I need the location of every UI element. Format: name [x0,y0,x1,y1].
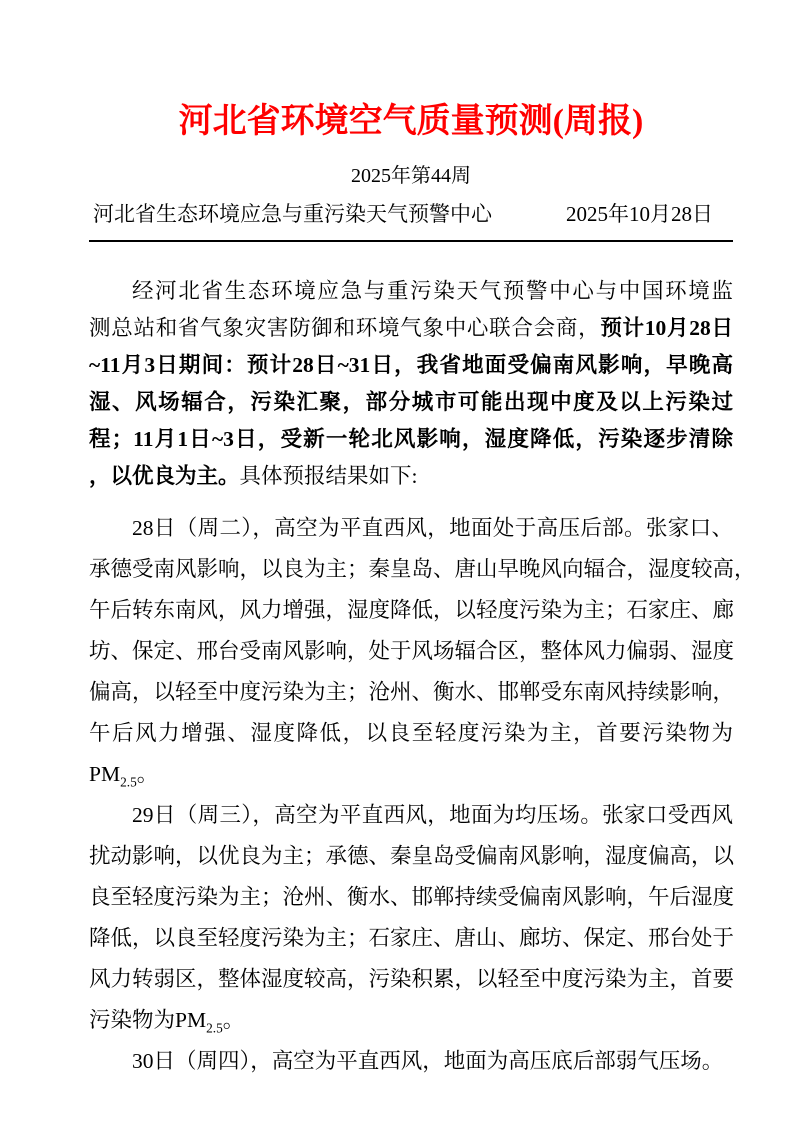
text-line: 湿、风场辐合，污染汇聚，部分城市可能出现中度及以上污染过 [89,390,733,414]
text-line: 测总站和省气象灾害防御和环境气象中心联合会商，预计10月28日 [89,316,733,340]
text-line: 承德受南风影响，以良为主；秦皇岛、唐山早晚风向辐合，湿度较高， [89,557,756,581]
text-line: ，以优良为主。具体预报结果如下: [89,464,418,488]
text-line: $PM_{2.5}$。 [89,762,159,790]
header-divider [89,240,733,242]
report-title: 河北省环境空气质量预测(周报) [178,103,644,140]
text-line: ~11月3日期间：预计28日~31日，我省地面受偏南风影响，早晚高 [89,353,733,377]
document-body [89,273,756,1082]
document-content [89,101,756,1082]
paragraph [89,508,756,795]
paragraph [89,1041,733,1082]
text-line: 良至轻度污染为主；沧州、衡水、邯郸持续受偏南风影响，午后湿度 [89,885,735,909]
text-line: 经河北省生态环境应急与重污染天气预警中心与中国环境监 [132,279,733,303]
text-line: 扰动影响，以优良为主；承德、秦皇岛受偏南风影响，湿度偏高，以 [89,844,735,868]
issuer-name: 河北省生态环境应急与重污染天气预警中心 [93,202,492,226]
text-line: 29日（周三），高空为平直西风，地面为均压场。张家口受西风 [132,803,733,827]
text-line: 午后转东南风，风力增强，湿度降低，以轻度污染为主；石家庄、廊 [89,598,735,622]
text-line: 风力转弱区，整体湿度较高，污染积累，以轻至中度污染为主，首要 [89,967,735,991]
report-week-subtitle: 2025年第44周 [351,165,471,187]
paragraph [89,795,733,1041]
issuer-row [89,200,733,228]
paragraph [89,273,733,495]
text-line: 污染物为$PM_{2.5}$。 [89,1008,245,1036]
text-line: 程；11月1日~3日，受新一轮北风影响，湿度降低，污染逐步清除 [89,427,733,451]
text-line: 28日（周二），高空为平直西风，地面处于高压后部。张家口、 [132,516,733,540]
text-line: 坊、保定、邢台受南风影响，处于风场辐合区，整体风力偏弱、湿度 [89,639,735,663]
text-line: 30日（周四），高空为平直西风，地面为高压底后部弱气压场。 [132,1049,724,1073]
text-line: 偏高，以轻至中度污染为主；沧州、衡水、邯郸受东南风持续影响， [89,680,735,704]
text-line: 午后风力增强、湿度降低，以良至轻度污染为主，首要污染物为 [89,721,733,745]
text-line: 降低，以良至轻度污染为主；石家庄、唐山、廊坊、保定、邢台处于 [89,926,735,950]
issue-date: 2025年10月28日 [566,202,713,226]
